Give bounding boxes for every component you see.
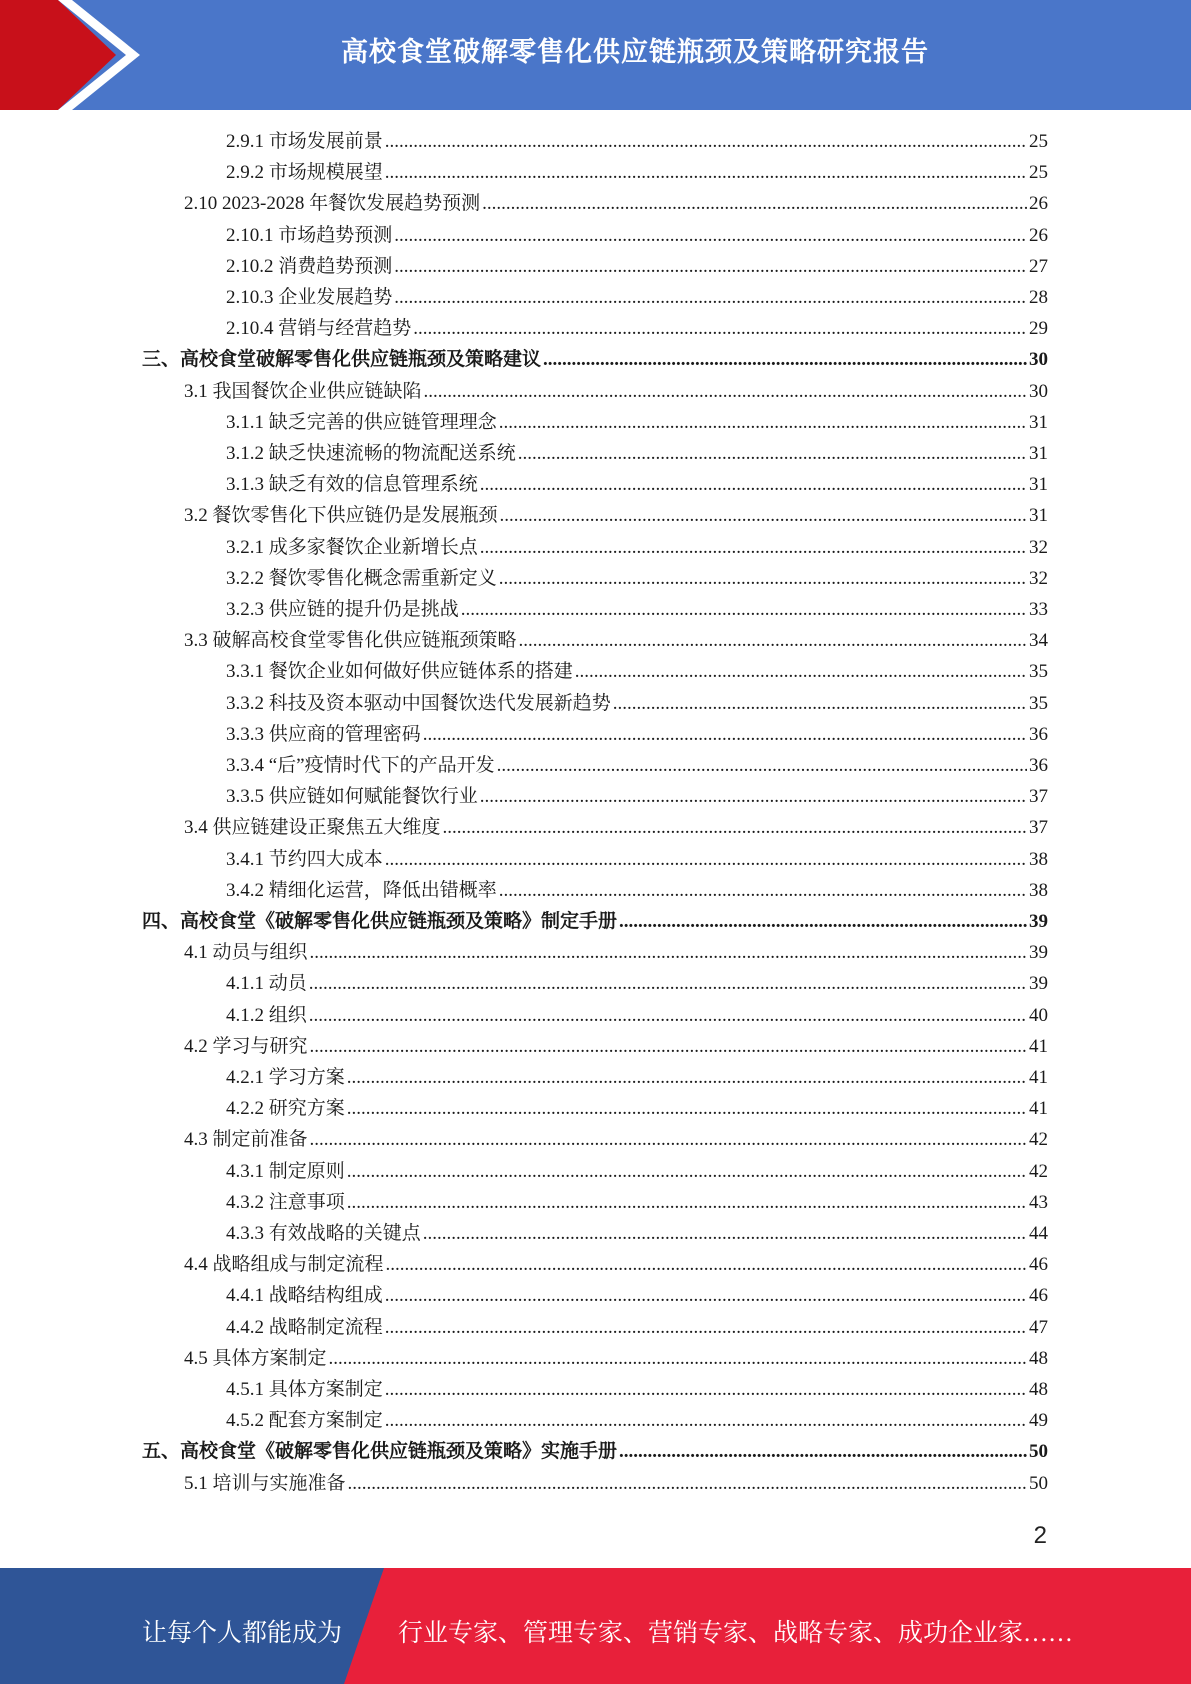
toc-entry[interactable] — [226, 315, 1048, 343]
toc-dot-leader — [423, 1220, 1027, 1248]
toc-entry[interactable] — [226, 596, 1048, 624]
toc-entry[interactable] — [226, 1158, 1048, 1186]
toc-entry-title: 4.3.3 有效战略的关键点 — [226, 1223, 421, 1244]
toc-entry-page: 26 — [1029, 193, 1048, 215]
toc-dot-leader — [310, 939, 1027, 967]
toc-entry[interactable] — [226, 253, 1048, 281]
toc-entry-title: 4.5.1 具体方案制定 — [226, 1379, 383, 1400]
toc-entry-page: 31 — [1029, 443, 1048, 464]
toc-entry-page: 42 — [1029, 1129, 1048, 1151]
toc-entry-title: 2.10.1 市场趋势预测 — [226, 224, 393, 246]
toc-dot-leader — [480, 471, 1027, 499]
toc-entry[interactable] — [142, 1438, 1048, 1466]
toc-entry-page: 46 — [1029, 1285, 1048, 1307]
toc-dot-leader — [348, 1470, 1027, 1498]
toc-entry-title: 3.1.1 缺乏完善的供应链管理理念 — [226, 411, 497, 433]
toc-entry[interactable] — [226, 783, 1048, 811]
toc-dot-leader — [385, 159, 1027, 187]
toc-dot-leader — [310, 1033, 1027, 1061]
toc-dot-leader — [385, 846, 1027, 874]
toc-entry[interactable] — [142, 346, 1048, 374]
toc-entry-title: 2.10.4 营销与经营趋势 — [226, 318, 412, 340]
toc-entry-title: 3.4.2 精细化运营，降低出错概率 — [226, 879, 497, 901]
toc-entry-page: 38 — [1029, 879, 1048, 901]
toc-entry-title: 3.2 餐饮零售化下供应链仍是发展瓶颈 — [184, 505, 498, 527]
toc-dot-leader — [309, 970, 1027, 998]
footer-slogan-right: 行业专家、管理专家、营销专家、战略专家、成功企业家…… — [398, 1620, 1074, 1647]
toc-dot-leader — [499, 409, 1027, 437]
toc-entry-title: 3.1.3 缺乏有效的信息管理系统 — [226, 474, 478, 496]
toc-entry-title: 4.2 学习与研究 — [184, 1035, 308, 1057]
toc-entry[interactable] — [184, 1470, 1048, 1498]
toc-entry[interactable] — [226, 471, 1048, 499]
toc-entry-page: 25 — [1029, 162, 1048, 184]
toc-entry[interactable] — [226, 1407, 1048, 1435]
toc-entry-title: 2.9.1 市场发展前景 — [226, 131, 383, 152]
toc-entry[interactable] — [184, 502, 1048, 530]
toc-entry[interactable] — [226, 1064, 1048, 1092]
report-title: 高校食堂破解零售化供应链瓶颈及策略研究报告 — [341, 37, 929, 67]
toc-entry[interactable] — [226, 159, 1048, 187]
toc-entry[interactable] — [226, 128, 1048, 156]
toc-dot-leader — [347, 1158, 1027, 1186]
toc-entry[interactable] — [226, 409, 1048, 437]
toc-entry-title: 3.2.2 餐饮零售化概念需重新定义 — [226, 567, 497, 589]
toc-dot-leader — [499, 877, 1027, 905]
toc-dot-leader — [310, 1126, 1027, 1154]
toc-entry[interactable] — [226, 658, 1048, 686]
toc-entry-title: 3.2.3 供应链的提升仍是挑战 — [226, 599, 459, 620]
toc-entry-page: 36 — [1029, 723, 1048, 745]
toc-dot-leader — [518, 440, 1027, 468]
page-number: 2 — [1033, 1522, 1047, 1549]
toc-entry-page: 41 — [1029, 1067, 1048, 1088]
toc-entry[interactable] — [226, 721, 1048, 749]
toc-entry-title: 2.9.2 市场规模展望 — [226, 162, 383, 184]
toc-entry-page: 34 — [1029, 630, 1048, 652]
toc-entry-page: 28 — [1029, 287, 1048, 308]
toc-entry-page: 41 — [1029, 1098, 1048, 1120]
toc-entry-title: 3.3 破解高校食堂零售化供应链瓶颈策略 — [184, 630, 517, 652]
toc-entry-page: 29 — [1029, 318, 1048, 340]
toc-entry[interactable] — [226, 284, 1048, 312]
toc-entry-page: 44 — [1029, 1223, 1048, 1244]
toc-entry-title: 4.4 战略组成与制定流程 — [184, 1254, 384, 1276]
toc-entry-page: 30 — [1029, 380, 1048, 402]
toc-entry-title: 4.1 动员与组织 — [184, 942, 308, 964]
toc-dot-leader — [619, 1438, 1027, 1466]
toc-entry-page: 35 — [1029, 692, 1048, 714]
toc-dot-leader — [329, 1345, 1027, 1373]
toc-entry-title: 3.3.2 科技及资本驱动中国餐饮迭代发展新趋势 — [226, 692, 611, 714]
toc-entry-title: 3.3.3 供应商的管理密码 — [226, 723, 421, 745]
toc-entry-title: 4.4.1 战略结构组成 — [226, 1285, 383, 1307]
toc-entry-title: 2.10 2023-2028 年餐饮发展趋势预测 — [184, 193, 481, 215]
toc-dot-leader — [385, 1282, 1027, 1310]
toc-dot-leader — [385, 1314, 1027, 1342]
toc-entry-title: 3.1.2 缺乏快速流畅的物流配送系统 — [226, 443, 516, 464]
toc-dot-leader — [575, 658, 1027, 686]
toc-entry-title: 4.5.2 配套方案制定 — [226, 1410, 383, 1432]
toc-entry[interactable] — [184, 190, 1048, 218]
toc-entry-page: 47 — [1029, 1316, 1048, 1338]
toc-entry-title: 2.10.2 消费趋势预测 — [226, 255, 393, 277]
toc-entry-title: 3.4 供应链建设正聚焦五大维度 — [184, 817, 441, 839]
toc-entry[interactable] — [142, 908, 1048, 936]
toc-entry[interactable] — [226, 222, 1048, 250]
toc-dot-leader — [394, 284, 1027, 312]
toc-entry-title: 3.3.4 “后”疫情时代下的产品开发 — [226, 755, 495, 776]
toc-dot-leader — [385, 128, 1027, 156]
toc-entry-title: 4.3.2 注意事项 — [226, 1191, 345, 1213]
toc-entry[interactable] — [226, 1189, 1048, 1217]
toc-entry-page: 49 — [1029, 1410, 1048, 1432]
toc-entry-page: 42 — [1029, 1160, 1048, 1182]
toc-entry[interactable] — [226, 846, 1048, 874]
toc-entry-page: 33 — [1029, 599, 1048, 620]
toc-entry-page: 35 — [1029, 661, 1048, 683]
toc-entry[interactable] — [226, 440, 1048, 468]
toc-entry[interactable] — [226, 690, 1048, 718]
toc-entry-title: 4.3.1 制定原则 — [226, 1160, 345, 1182]
toc-entry[interactable] — [226, 877, 1048, 905]
toc-entry-page: 37 — [1029, 786, 1048, 808]
toc-entry-title: 4.4.2 战略制定流程 — [226, 1316, 383, 1338]
toc-entry-page: 31 — [1029, 411, 1048, 433]
toc-dot-leader — [443, 814, 1027, 842]
toc-entry[interactable] — [184, 627, 1048, 655]
header-arrow-decoration — [0, 0, 150, 110]
toc-dot-leader — [386, 1251, 1027, 1279]
toc-dot-leader — [613, 690, 1027, 718]
toc-entry[interactable] — [226, 970, 1048, 998]
toc-entry-page: 50 — [1029, 1441, 1048, 1463]
toc-dot-leader — [461, 596, 1027, 624]
toc-entry-page: 32 — [1029, 536, 1048, 558]
toc-entry[interactable] — [184, 939, 1048, 967]
toc-entry[interactable] — [226, 534, 1048, 562]
toc-entry[interactable] — [184, 1126, 1048, 1154]
footer-slogan-left: 让每个人都能成为 — [142, 1620, 343, 1647]
toc-entry[interactable] — [184, 814, 1048, 842]
toc-entry-page: 31 — [1029, 505, 1048, 527]
toc-entry-page: 37 — [1029, 817, 1048, 839]
toc-entry-page: 43 — [1029, 1191, 1048, 1213]
toc-entry-page: 25 — [1029, 131, 1048, 152]
toc-entry-page: 26 — [1029, 224, 1048, 246]
toc-entry-title: 3.2.1 成多家餐饮企业新增长点 — [226, 536, 478, 558]
toc-entry[interactable] — [184, 1251, 1048, 1279]
toc-entry-page: 30 — [1029, 349, 1048, 371]
toc-entry[interactable] — [226, 1095, 1048, 1123]
toc-dot-leader — [480, 534, 1027, 562]
toc-entry-title: 3.3.5 供应链如何赋能餐饮行业 — [226, 786, 478, 808]
toc-entry[interactable] — [184, 1345, 1048, 1373]
toc-entry-title: 4.1.1 动员 — [226, 973, 307, 995]
toc-entry-title: 3.1 我国餐饮企业供应链缺陷 — [184, 380, 422, 402]
toc-entry-page: 31 — [1029, 474, 1048, 496]
toc-dot-leader — [497, 752, 1027, 780]
toc-entry-page: 32 — [1029, 567, 1048, 589]
toc-entry-page: 48 — [1029, 1347, 1048, 1369]
toc-dot-leader — [424, 378, 1027, 406]
toc-dot-leader — [480, 783, 1027, 811]
toc-entry-title: 2.10.3 企业发展趋势 — [226, 287, 393, 308]
toc-entry-title: 4.1.2 组织 — [226, 1004, 307, 1026]
toc-entry-page: 40 — [1029, 1004, 1048, 1026]
toc-entry-page: 46 — [1029, 1254, 1048, 1276]
toc-entry[interactable] — [226, 565, 1048, 593]
toc-entry-title: 四、高校食堂《破解零售化供应链瓶颈及策略》制定手册 — [142, 911, 618, 932]
toc-dot-leader — [394, 253, 1027, 281]
toc-entry-title: 五、高校食堂《破解零售化供应链瓶颈及策略》实施手册 — [142, 1441, 618, 1463]
toc-dot-leader — [394, 222, 1027, 250]
toc-entry-page: 39 — [1029, 942, 1048, 964]
toc-entry-title: 3.4.1 节约四大成本 — [226, 848, 383, 870]
toc-entry-title: 5.1 培训与实施准备 — [184, 1472, 346, 1494]
toc-entry-page: 50 — [1029, 1472, 1048, 1494]
report-header — [0, 0, 1191, 110]
toc-entry[interactable] — [226, 1314, 1048, 1342]
toc-entry-title: 3.3.1 餐饮企业如何做好供应链体系的搭建 — [226, 661, 573, 683]
toc-dot-leader — [347, 1095, 1027, 1123]
toc-dot-leader — [482, 190, 1027, 218]
toc-dot-leader — [619, 908, 1027, 936]
toc-entry-title: 4.3 制定前准备 — [184, 1129, 308, 1151]
toc-entry-page: 39 — [1029, 973, 1048, 995]
toc-entry-page: 27 — [1029, 255, 1048, 277]
toc-entry[interactable] — [226, 752, 1048, 780]
toc-entry[interactable] — [226, 1376, 1048, 1404]
toc-dot-leader — [347, 1189, 1027, 1217]
toc-entry[interactable] — [226, 1282, 1048, 1310]
toc-entry[interactable] — [184, 1033, 1048, 1061]
toc-entry-title: 三、高校食堂破解零售化供应链瓶颈及策略建议 — [142, 349, 542, 371]
toc-entry-page: 39 — [1029, 911, 1048, 932]
toc-dot-leader — [385, 1376, 1027, 1404]
toc-dot-leader — [499, 565, 1027, 593]
toc-entry-title: 4.2.2 研究方案 — [226, 1098, 345, 1120]
toc-entry-page: 38 — [1029, 848, 1048, 870]
toc-entry-title: 4.2.1 学习方案 — [226, 1067, 345, 1088]
toc-entry-page: 36 — [1029, 755, 1048, 776]
toc-dot-leader — [543, 346, 1027, 374]
toc-entry-page: 41 — [1029, 1035, 1048, 1057]
toc-entry-page: 48 — [1029, 1379, 1048, 1400]
toc-dot-leader — [519, 627, 1027, 655]
toc-entry-title: 4.5 具体方案制定 — [184, 1347, 327, 1369]
toc-dot-leader — [423, 721, 1027, 749]
toc-entry[interactable] — [184, 378, 1048, 406]
toc-dot-leader — [347, 1064, 1027, 1092]
toc-dot-leader — [500, 502, 1027, 530]
toc-entry[interactable] — [226, 1220, 1048, 1248]
toc-entry[interactable] — [226, 1002, 1048, 1030]
toc-dot-leader — [413, 315, 1027, 343]
toc-dot-leader — [309, 1002, 1027, 1030]
toc-dot-leader — [385, 1407, 1027, 1435]
